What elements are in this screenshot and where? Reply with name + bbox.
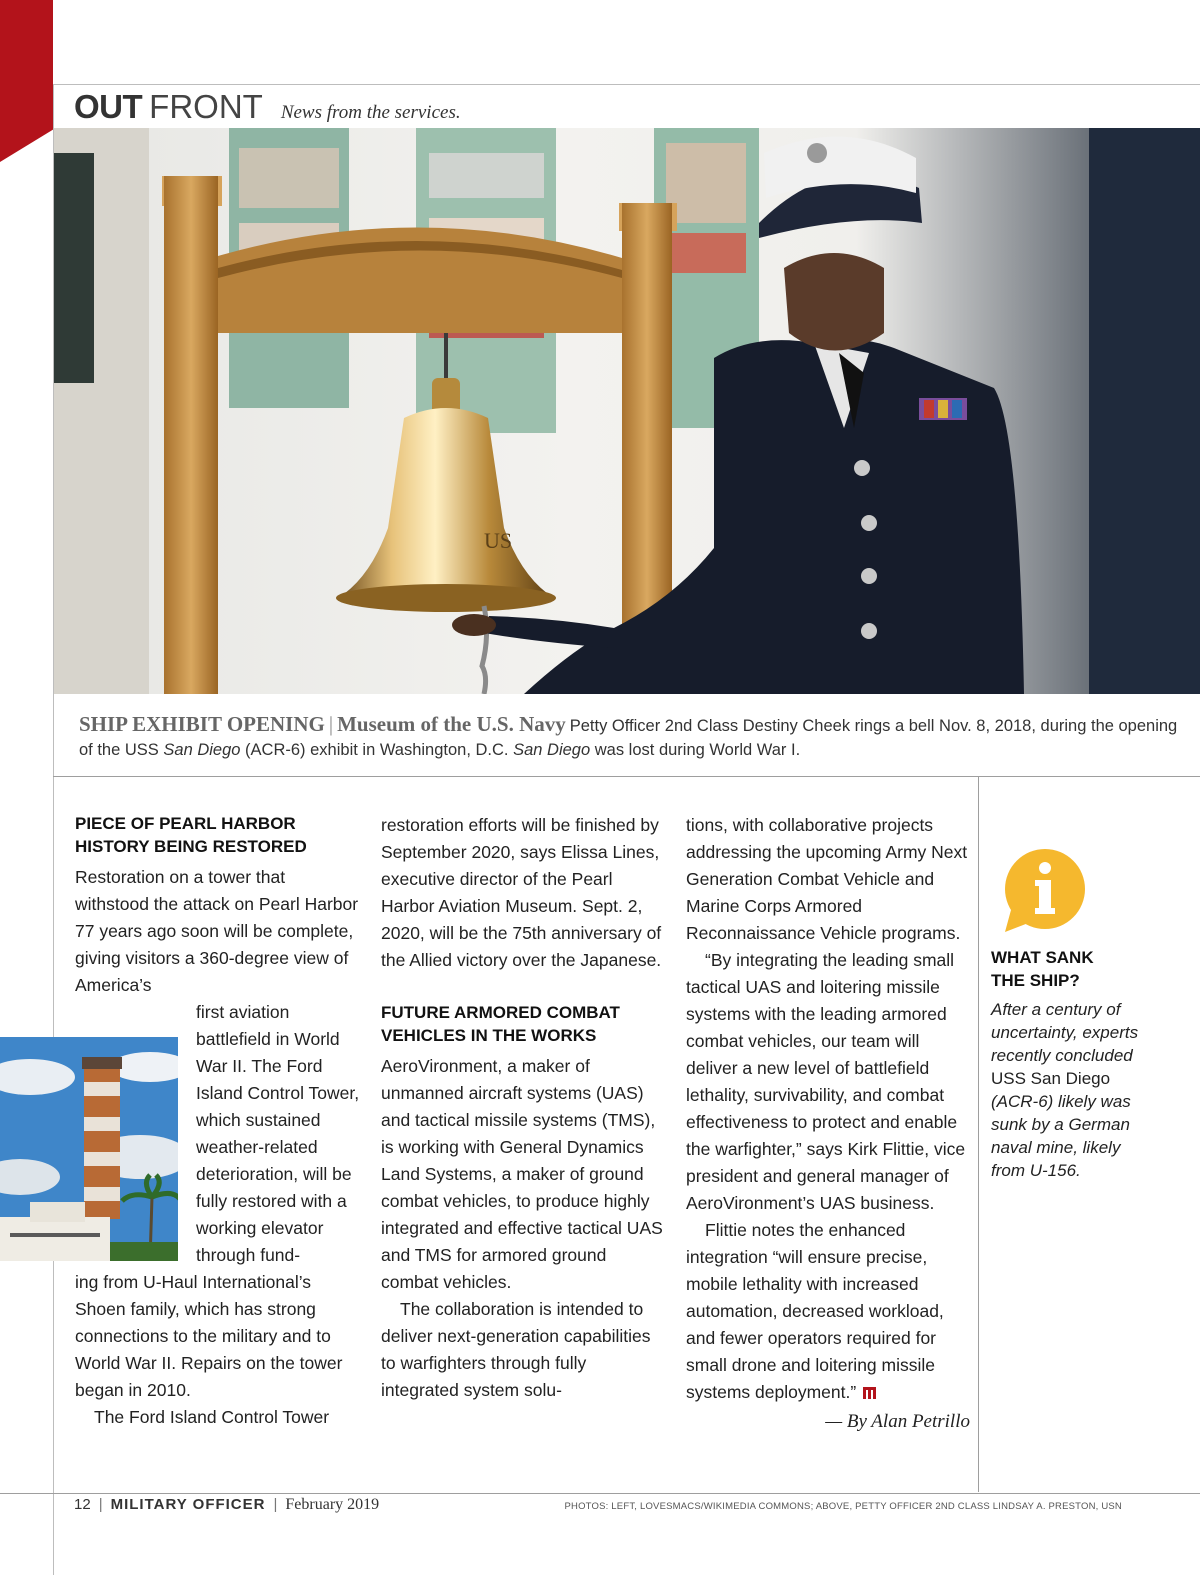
caption-text-1: Petty Officer 2nd Class Destiny Cheek rings a bell Nov. 8, 2018, during the opening of the USS — [79, 717, 1178, 759]
caption-source: Museum of the U.S. Navy — [337, 712, 566, 736]
sidebar-rule — [978, 776, 979, 1492]
inset-photo-control-tower — [0, 1037, 178, 1261]
sidebar-what-sank-the-ship — [991, 946, 1141, 1182]
photo-credits: PHOTOS: LEFT, LOVESMACS/WIKIMEDIA COMMONS; ABOVE, PETTY OFFICER 2ND CLASS LINDSAY A. PRESTON, USN — [564, 1501, 1122, 1512]
sidebar-body-text-1: After a century of uncertainty, experts recently concluded — [991, 1000, 1139, 1065]
article-1-paragraph-1b: first aviation battlefield in World War II. The Ford Island Control Tower, which sustained weather-related deterioration, will be fully restored with a working elevator through fund- — [196, 1002, 360, 1265]
article-2-headline-line-1: FUTURE ARMORED COMBAT — [381, 1003, 620, 1022]
sidebar-heading — [991, 946, 1141, 992]
footer-separator-2: | — [273, 1496, 278, 1513]
main-photo-bell-ceremony — [54, 128, 1200, 694]
article-1-headline-line-1: PIECE OF PEARL HARBOR — [75, 814, 296, 833]
article-2-byline: — By Alan Petrillo — [825, 1411, 970, 1432]
section-header — [74, 88, 461, 128]
page-footer — [74, 1496, 379, 1514]
bell-ceremony-illustration — [54, 128, 1200, 694]
article-2-headline-line-2: VEHICLES IN THE WORKS — [381, 1026, 597, 1045]
sidebar-heading-line-2: THE SHIP? — [991, 971, 1080, 990]
article-1-paragraph-2: The Ford Island Control Tower — [94, 1407, 330, 1427]
footer-rule — [0, 1493, 1200, 1494]
sidebar-ship-name: USS San Diego — [991, 1069, 1111, 1088]
article-1-paragraph-3: restoration efforts will be finished by September 2020, says Elissa Lines, executive director of the Pearl Harbor Aviation Museum. Sept. 2, 2020, will be the 75th anniversary of the Allied victory over the Japanese. — [381, 815, 662, 970]
issue-date: February 2019 — [285, 1496, 380, 1513]
article-column-3 — [686, 812, 970, 1435]
caption-separator: | — [328, 712, 334, 736]
section-name-bold: OUT — [74, 88, 143, 125]
footer-separator-1: | — [98, 1496, 103, 1513]
sidebar-heading-line-1: WHAT SANK — [991, 948, 1094, 967]
article-1-headline-line-2: HISTORY BEING RESTORED — [75, 837, 307, 856]
section-color-tab — [0, 0, 53, 162]
photo-caption — [79, 712, 1179, 762]
sidebar-body — [991, 998, 1141, 1182]
section-tagline: News from the services. — [280, 102, 461, 123]
article-2-paragraph-4-text: Flittie notes the enhanced integration “will ensure precise, mobile lethality with increased automation, decreased workload, and fewer operators required for small drone and loitering missile systems deployment.” — [686, 1220, 944, 1402]
page-number: 12 — [74, 1496, 91, 1513]
control-tower-illustration — [0, 1037, 178, 1261]
section-name-light: FRONT — [149, 88, 263, 125]
caption-text-2: (ACR-6) exhibit in Washington, D.C. — [240, 741, 514, 759]
article-2-paragraph-4 — [686, 1217, 970, 1406]
article-1-headline — [75, 812, 360, 858]
caption-rule — [53, 776, 1200, 777]
article-column-2 — [381, 812, 666, 1404]
article-1-paragraph-1c: ing from U-Haul International’s Shoen family, which has strong connections to the military and to World War II. Repairs on the tower began in 2010. — [75, 1272, 343, 1400]
bell-engraving: US — [484, 528, 513, 553]
page-top-rule — [53, 84, 1200, 85]
sidebar-body-text-2: (ACR-6) likely was sunk by a German naval mine, likely from U-156. — [991, 1092, 1131, 1180]
caption-text-3: was lost during World War I. — [590, 741, 801, 759]
article-2-paragraph-2-continued: tions, with collaborative projects addressing the upcoming Army Next Generation Combat Vehicle and Marine Corps Armored Reconnaissance Vehicle programs. — [686, 815, 968, 943]
publication-name: MILITARY OFFICER — [110, 1496, 266, 1513]
caption-ship-name-1: San Diego — [163, 741, 241, 759]
info-icon — [1001, 848, 1089, 934]
article-2-paragraph-1: AeroVironment, a maker of unmanned aircraft systems (UAS) and tactical missile systems (TMS), is working with General Dynamics Land Systems, a maker of ground combat vehicles, to produce highly integrated and effective tactical UAS and TMS for armored ground combat vehicles. — [381, 1056, 663, 1292]
caption-kicker: SHIP EXHIBIT OPENING — [79, 712, 325, 736]
article-2-paragraph-3: “By integrating the leading small tactical UAS and loitering missile systems with the leading armored combat vehicles, our team will deliver a new level of battlefield lethality, survivability, and combat effectiveness to protect and enable the warfighter,” says Kirk Flittie, vice president and general manager of AeroVironment’s UAS business. — [686, 950, 966, 1213]
caption-ship-name-2: San Diego — [513, 741, 591, 759]
end-mark-icon — [862, 1386, 878, 1400]
article-1-paragraph-1a: Restoration on a tower that withstood the attack on Pearl Harbor 77 years ago soon will be complete, giving visitors a 360-degree view of America’s — [75, 867, 359, 995]
article-2-headline — [381, 1001, 666, 1047]
article-2-paragraph-2: The collaboration is intended to deliver next-generation capabilities to warfighters through fully integrated system solu- — [381, 1299, 651, 1400]
